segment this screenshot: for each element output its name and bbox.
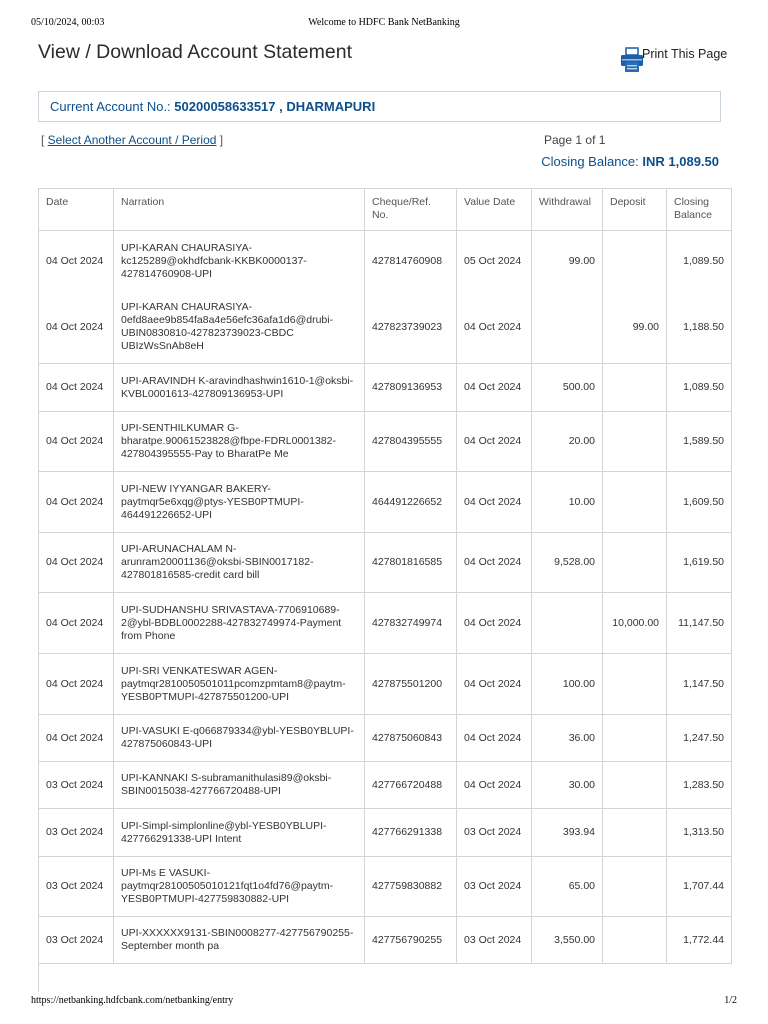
page-current: 1 [575, 133, 583, 147]
page-of-label: of [585, 133, 596, 147]
cell-date: 04 Oct 2024 [39, 412, 114, 472]
cell-withdrawal: 30.00 [532, 762, 603, 809]
cell-cheque-ref: 427832749974 [365, 593, 457, 654]
cell-withdrawal: 3,550.00 [532, 917, 603, 964]
cell-cheque-ref: 427766720488 [365, 762, 457, 809]
table-row [39, 593, 732, 654]
cell-date: 03 Oct 2024 [39, 762, 114, 809]
cell-deposit [603, 412, 667, 472]
table-row [39, 412, 732, 472]
cell-value-date: 04 Oct 2024 [457, 412, 532, 472]
table-row [39, 762, 732, 809]
cell-cheque-ref: 427766291338 [365, 809, 457, 857]
cell-withdrawal: 500.00 [532, 364, 603, 412]
print-page-number: 1/2 [724, 995, 737, 1006]
cell-deposit [603, 654, 667, 715]
cell-value-date: 04 Oct 2024 [457, 593, 532, 654]
cell-withdrawal: 100.00 [532, 654, 603, 715]
cell-deposit [603, 364, 667, 412]
closing-balance-value: INR 1,089.50 [642, 154, 719, 169]
cell-date: 03 Oct 2024 [39, 809, 114, 857]
cell-value-date: 04 Oct 2024 [457, 762, 532, 809]
cell-cheque-ref: 464491226652 [365, 472, 457, 533]
cell-date: 04 Oct 2024 [39, 292, 114, 364]
cell-value-date: 04 Oct 2024 [457, 715, 532, 762]
page-total: 1 [598, 133, 606, 147]
cell-date: 04 Oct 2024 [39, 593, 114, 654]
cell-withdrawal: 36.00 [532, 715, 603, 762]
table-header-row [39, 189, 732, 231]
table-row [39, 533, 732, 593]
cell-date: 03 Oct 2024 [39, 917, 114, 964]
select-another-account-link[interactable]: Select Another Account / Period [47, 133, 217, 147]
cell-cheque-ref: 427875060843 [365, 715, 457, 762]
closing-balance-label: Closing Balance: [541, 154, 639, 169]
table-row [39, 231, 732, 292]
cell-narration: UPI-VASUKI E-q066879334@ybl-YESB0YBLUPI-427875060843-UPI [114, 715, 365, 762]
account-info-box [38, 91, 721, 122]
cell-narration: UPI-ARUNACHALAM N-arunram20001136@oksbi-SBIN0017182-427801816585-credit card bill [114, 533, 365, 593]
cell-deposit [603, 762, 667, 809]
cell-date: 04 Oct 2024 [39, 533, 114, 593]
cell-withdrawal [532, 593, 603, 654]
account-label-line [50, 99, 375, 114]
cell-value-date: 04 Oct 2024 [457, 533, 532, 593]
print-page-label[interactable]: Print This Page [642, 47, 728, 61]
cell-withdrawal: 393.94 [532, 809, 603, 857]
cell-deposit [603, 533, 667, 593]
cell-value-date: 04 Oct 2024 [457, 654, 532, 715]
cell-deposit: 99.00 [603, 292, 667, 364]
table-row [39, 809, 732, 857]
cell-deposit [603, 917, 667, 964]
cell-withdrawal [532, 292, 603, 364]
cell-narration: UPI-SUDHANSHU SRIVASTAVA-7706910689-2@ybl-BDBL0002288-427832749974-Payment from Phone [114, 593, 365, 654]
cell-date: 04 Oct 2024 [39, 715, 114, 762]
print-footer [31, 995, 737, 1009]
cell-cheque-ref: 427759830882 [365, 857, 457, 917]
cell-date: 04 Oct 2024 [39, 472, 114, 533]
cell-cheque-ref: 427809136953 [365, 364, 457, 412]
page-label: Page [544, 133, 573, 147]
cell-closing-balance: 1,313.50 [667, 809, 732, 857]
cell-value-date: 04 Oct 2024 [457, 472, 532, 533]
cell-closing-balance: 11,147.50 [667, 593, 732, 654]
cell-withdrawal: 10.00 [532, 472, 603, 533]
cell-cheque-ref: 427804395555 [365, 412, 457, 472]
column-header-narration: Narration [114, 189, 365, 231]
cell-narration: UPI-NEW IYYANGAR BAKERY-paytmqr5e6xqg@ptys-YESB0PTMUPI-464491226652-UPI [114, 472, 365, 533]
cell-cheque-ref: 427875501200 [365, 654, 457, 715]
cell-closing-balance: 1,089.50 [667, 364, 732, 412]
account-number: 50200058633517 , DHARMAPURI [174, 99, 376, 114]
table-row [39, 654, 732, 715]
cell-closing-balance: 1,283.50 [667, 762, 732, 809]
cell-date: 04 Oct 2024 [39, 654, 114, 715]
cell-value-date: 03 Oct 2024 [457, 809, 532, 857]
print-page-title: Welcome to HDFC Bank NetBanking [308, 17, 460, 28]
table-continuation-border [38, 964, 39, 992]
cell-cheque-ref: 427823739023 [365, 292, 457, 364]
print-header [31, 17, 737, 31]
cell-closing-balance: 1,772.44 [667, 917, 732, 964]
page-title: View / Download Account Statement [38, 41, 352, 63]
cell-value-date: 04 Oct 2024 [457, 292, 532, 364]
printer-icon [620, 47, 644, 73]
cell-closing-balance: 1,707.44 [667, 857, 732, 917]
pagination-info [544, 133, 605, 147]
cell-closing-balance: 1,089.50 [667, 231, 732, 292]
select-account-wrap: [ Select Another Account / Period ] [41, 133, 224, 147]
cell-closing-balance: 1,247.50 [667, 715, 732, 762]
column-header-cheque-ref: Cheque/Ref. No. [365, 189, 457, 231]
cell-deposit [603, 715, 667, 762]
table-row [39, 364, 732, 412]
cell-deposit: 10,000.00 [603, 593, 667, 654]
cell-date: 04 Oct 2024 [39, 231, 114, 292]
cell-narration: UPI-ARAVINDH K-aravindhashwin1610-1@oksbi-KVBL0001613-427809136953-UPI [114, 364, 365, 412]
table-row [39, 857, 732, 917]
cell-withdrawal: 9,528.00 [532, 533, 603, 593]
table-row [39, 292, 732, 364]
cell-cheque-ref: 427756790255 [365, 917, 457, 964]
cell-date: 04 Oct 2024 [39, 364, 114, 412]
cell-value-date: 03 Oct 2024 [457, 917, 532, 964]
cell-closing-balance: 1,589.50 [667, 412, 732, 472]
cell-closing-balance: 1,619.50 [667, 533, 732, 593]
cell-closing-balance: 1,188.50 [667, 292, 732, 364]
statement-rows [39, 231, 732, 964]
cell-withdrawal: 20.00 [532, 412, 603, 472]
cell-narration: UPI-SRI VENKATESWAR AGEN-paytmqr2810050501011pcomzpmtam8@paytm-YESB0PTMUPI-427875501200-UPI [114, 654, 365, 715]
print-datetime: 05/10/2024, 00:03 [31, 17, 105, 28]
cell-value-date: 03 Oct 2024 [457, 857, 532, 917]
cell-closing-balance: 1,609.50 [667, 472, 732, 533]
table-row [39, 917, 732, 964]
cell-deposit [603, 472, 667, 533]
column-header-withdrawal: Withdrawal [532, 189, 603, 231]
cell-value-date: 04 Oct 2024 [457, 364, 532, 412]
cell-deposit [603, 809, 667, 857]
cell-cheque-ref: 427814760908 [365, 231, 457, 292]
column-header-deposit: Deposit [603, 189, 667, 231]
cell-withdrawal: 99.00 [532, 231, 603, 292]
cell-narration: UPI-Simpl-simplonline@ybl-YESB0YBLUPI-427766291338-UPI Intent [114, 809, 365, 857]
cell-withdrawal: 65.00 [532, 857, 603, 917]
column-header-date: Date [39, 189, 114, 231]
cell-cheque-ref: 427801816585 [365, 533, 457, 593]
closing-balance [541, 154, 719, 169]
table-row [39, 715, 732, 762]
cell-narration: UPI-KARAN CHAURASIYA-0efd8aee9b854fa8a4e56efc36afa1d6@drubi-UBIN0830810-427823739023-CBDC UBIzWsSnAb8eH [114, 292, 365, 364]
cell-narration: UPI-XXXXXX9131-SBIN0008277-427756790255-September month pa [114, 917, 365, 964]
account-label: Current Account No.: [50, 99, 171, 114]
cell-date: 03 Oct 2024 [39, 857, 114, 917]
cell-deposit [603, 857, 667, 917]
cell-closing-balance: 1,147.50 [667, 654, 732, 715]
cell-narration: UPI-KARAN CHAURASIYA-kc125289@okhdfcbank-KKBK0000137-427814760908-UPI [114, 231, 365, 292]
cell-narration: UPI-SENTHILKUMAR G-bharatpe.90061523828@fbpe-FDRL0001382-427804395555-Pay to BharatPe Me [114, 412, 365, 472]
statement-table [38, 188, 732, 964]
table-row [39, 472, 732, 533]
cell-narration: UPI-Ms E VASUKI-paytmqr28100505010121fqt1o4fd76@paytm-YESB0PTMUPI-427759830882-UPI [114, 857, 365, 917]
cell-deposit [603, 231, 667, 292]
cell-narration: UPI-KANNAKI S-subramanithulasi89@oksbi-SBIN0015038-427766720488-UPI [114, 762, 365, 809]
column-header-value-date: Value Date [457, 189, 532, 231]
print-url: https://netbanking.hdfcbank.com/netbanking/entry [31, 995, 234, 1006]
column-header-closing-balance: Closing Balance [667, 189, 732, 231]
cell-value-date: 05 Oct 2024 [457, 231, 532, 292]
